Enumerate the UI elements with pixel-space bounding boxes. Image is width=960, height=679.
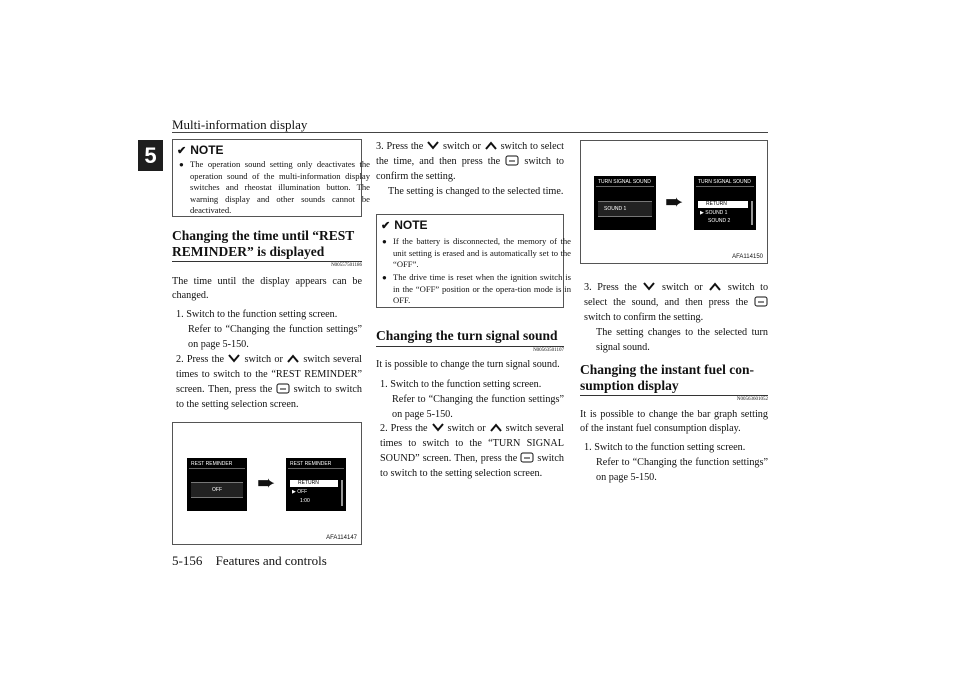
screen-divider <box>696 186 754 187</box>
step-2-text-b: switch or <box>447 423 486 434</box>
step-3-text-d: switch to confirm the setting. <box>584 312 704 323</box>
screen-divider <box>596 186 654 187</box>
step-2-text-b: switch or <box>244 354 283 365</box>
screen-option-2: ▶ OFF <box>292 489 308 495</box>
step-2-text-a: 2. Press the <box>380 423 428 434</box>
step-2-text-c: switch several times to switch to the “TURN SIGNAL SOUND” screen. Then, press the <box>380 423 565 464</box>
enter-switch-icon <box>276 383 290 394</box>
section-code: N00563501107 <box>533 348 564 353</box>
step-1 <box>584 440 768 485</box>
down-chevron-icon <box>431 422 445 433</box>
screen-divider <box>189 468 245 469</box>
step-3-text-c: switch to select the time, and then press the <box>376 141 564 167</box>
step-1 <box>380 377 564 422</box>
step-3-text-a: 3. Press the <box>376 141 424 152</box>
down-chevron-icon <box>227 353 241 364</box>
note-check-icon: ✔ <box>177 144 187 157</box>
step-3-time <box>376 139 564 199</box>
screen-option-return: RETURN <box>290 480 338 487</box>
step-2 <box>380 421 564 481</box>
step-2-text-d: switch to switch to the setting selection screen. <box>380 453 565 479</box>
arrow-right-icon: ➨ <box>665 189 684 214</box>
step-1-ref: Refer to “Changing the function settings” on page 5-150. <box>392 394 564 420</box>
up-chevron-icon <box>286 353 300 364</box>
display-screen-1 <box>187 458 247 511</box>
screen-title: TURN SIGNAL SOUND <box>698 179 751 185</box>
heading-line-2: REMINDER” is displayed <box>172 244 325 259</box>
figure-label: AFA114147 <box>326 535 357 541</box>
screen-scrollbar <box>341 480 343 506</box>
step-2-text-d: switch to switch to the setting selection screen. <box>176 384 363 410</box>
section-heading-fuel-consumption <box>580 362 768 394</box>
up-chevron-icon <box>489 422 503 433</box>
enter-switch-icon <box>505 155 519 166</box>
screen-title: REST REMINDER <box>191 461 233 467</box>
display-screen-2 <box>694 176 756 230</box>
note-box-battery <box>376 214 571 308</box>
page-number: 5-156 <box>172 553 203 568</box>
screen-option-return: RETURN <box>698 201 748 208</box>
step-3-text-c: switch to select the sound, and then press the <box>584 282 769 308</box>
down-chevron-icon <box>642 281 656 292</box>
display-screen-1 <box>594 176 656 230</box>
step-3-result: The setting is changed to the selected time. <box>388 186 564 197</box>
heading-rule <box>376 346 564 347</box>
up-chevron-icon <box>708 281 722 292</box>
step-2-text-a: 2. Press the <box>176 354 225 365</box>
note-bullet-1: ● If the battery is disconnected, the memory of the unit setting is erased and is automatically set to the “OFF”. <box>382 236 571 271</box>
step-3-result: The setting changes to the selected turn signal sound. <box>596 327 768 353</box>
display-screen-2 <box>286 458 346 511</box>
heading-line-1: Changing the time until “REST <box>172 228 355 243</box>
step-3-text-a: 3. Press the <box>584 282 637 293</box>
note-heading <box>381 218 428 232</box>
step-1 <box>176 307 362 352</box>
screen-value: OFF <box>191 482 243 498</box>
down-chevron-icon <box>426 140 440 151</box>
step-3-sound <box>584 280 768 355</box>
screen-option-2: ▶ SOUND 1 <box>700 210 728 216</box>
screen-title: REST REMINDER <box>290 461 332 467</box>
intro-paragraph: The time until the display appears can be changed. <box>172 276 362 302</box>
section-heading-rest-reminder <box>172 228 362 260</box>
step-3-text-d: switch to confirm the setting. <box>376 156 565 182</box>
note-bullet: ● The operation sound setting only deactivates the operation sound of the multi-information display switches and rheostat illumination button. The warning display and other sounds cannot be deactivated. <box>179 159 370 217</box>
figure-rest-reminder <box>172 422 362 545</box>
step-1-text: 1. Switch to the function setting screen. <box>584 442 746 453</box>
section-code: N00563601052 <box>736 397 768 402</box>
step-3-text-b: switch or <box>662 282 703 293</box>
step-3-text-b: switch or <box>442 141 481 152</box>
screen-title: TURN SIGNAL SOUND <box>598 179 651 185</box>
section-heading-turn-signal: Changing the turn signal sound <box>376 328 558 343</box>
step-1-ref: Refer to “Changing the function settings” on page 5-150. <box>596 457 768 483</box>
step-2 <box>176 352 362 412</box>
heading-line-2: sumption display <box>580 378 679 393</box>
intro-paragraph: It is possible to change the turn signal sound. <box>376 359 560 370</box>
enter-switch-icon <box>520 452 534 463</box>
up-chevron-icon <box>484 140 498 151</box>
note-check-icon: ✔ <box>381 219 391 232</box>
screen-scrollbar <box>751 201 753 225</box>
screen-option-3: SOUND 2 <box>708 218 731 224</box>
page-header: Multi-information display <box>172 117 308 132</box>
section-code: N00557501186 <box>331 263 362 268</box>
header-rule <box>172 132 768 133</box>
note-label: NOTE <box>190 143 224 157</box>
screen-divider <box>288 468 344 469</box>
enter-switch-icon <box>754 296 768 307</box>
step-1-text: 1. Switch to the function setting screen. <box>176 309 338 320</box>
page-footer <box>172 553 327 569</box>
step-1-text: 1. Switch to the function setting screen. <box>380 379 542 390</box>
step-1-ref: Refer to “Changing the function settings” on page 5-150. <box>188 324 362 350</box>
screen-option-3: 1:00 <box>300 498 310 504</box>
figure-label: AFA114150 <box>732 254 763 260</box>
note-bullet-2: ● The drive time is reset when the ignition switch is in the “OFF” position or the opera-tion mode is in OFF. <box>382 272 571 307</box>
note-label: NOTE <box>394 218 428 232</box>
heading-line-1: Changing the instant fuel con- <box>580 362 755 377</box>
heading-rule <box>580 395 768 396</box>
section-name: Features and controls <box>215 553 327 568</box>
heading-rule <box>172 261 362 262</box>
chapter-tab: 5 <box>138 140 163 171</box>
figure-turn-signal <box>580 140 768 264</box>
intro-paragraph: It is possible to change the bar graph setting of the instant fuel consumption display. <box>580 409 768 435</box>
screen-value: SOUND 1 <box>598 201 652 217</box>
step-2-text-c: switch several times to switch to the “REST REMINDER” screen. Then, press the <box>176 354 363 395</box>
note-box-sound <box>172 139 370 217</box>
note-heading <box>177 143 224 157</box>
arrow-right-icon: ➨ <box>257 470 276 495</box>
